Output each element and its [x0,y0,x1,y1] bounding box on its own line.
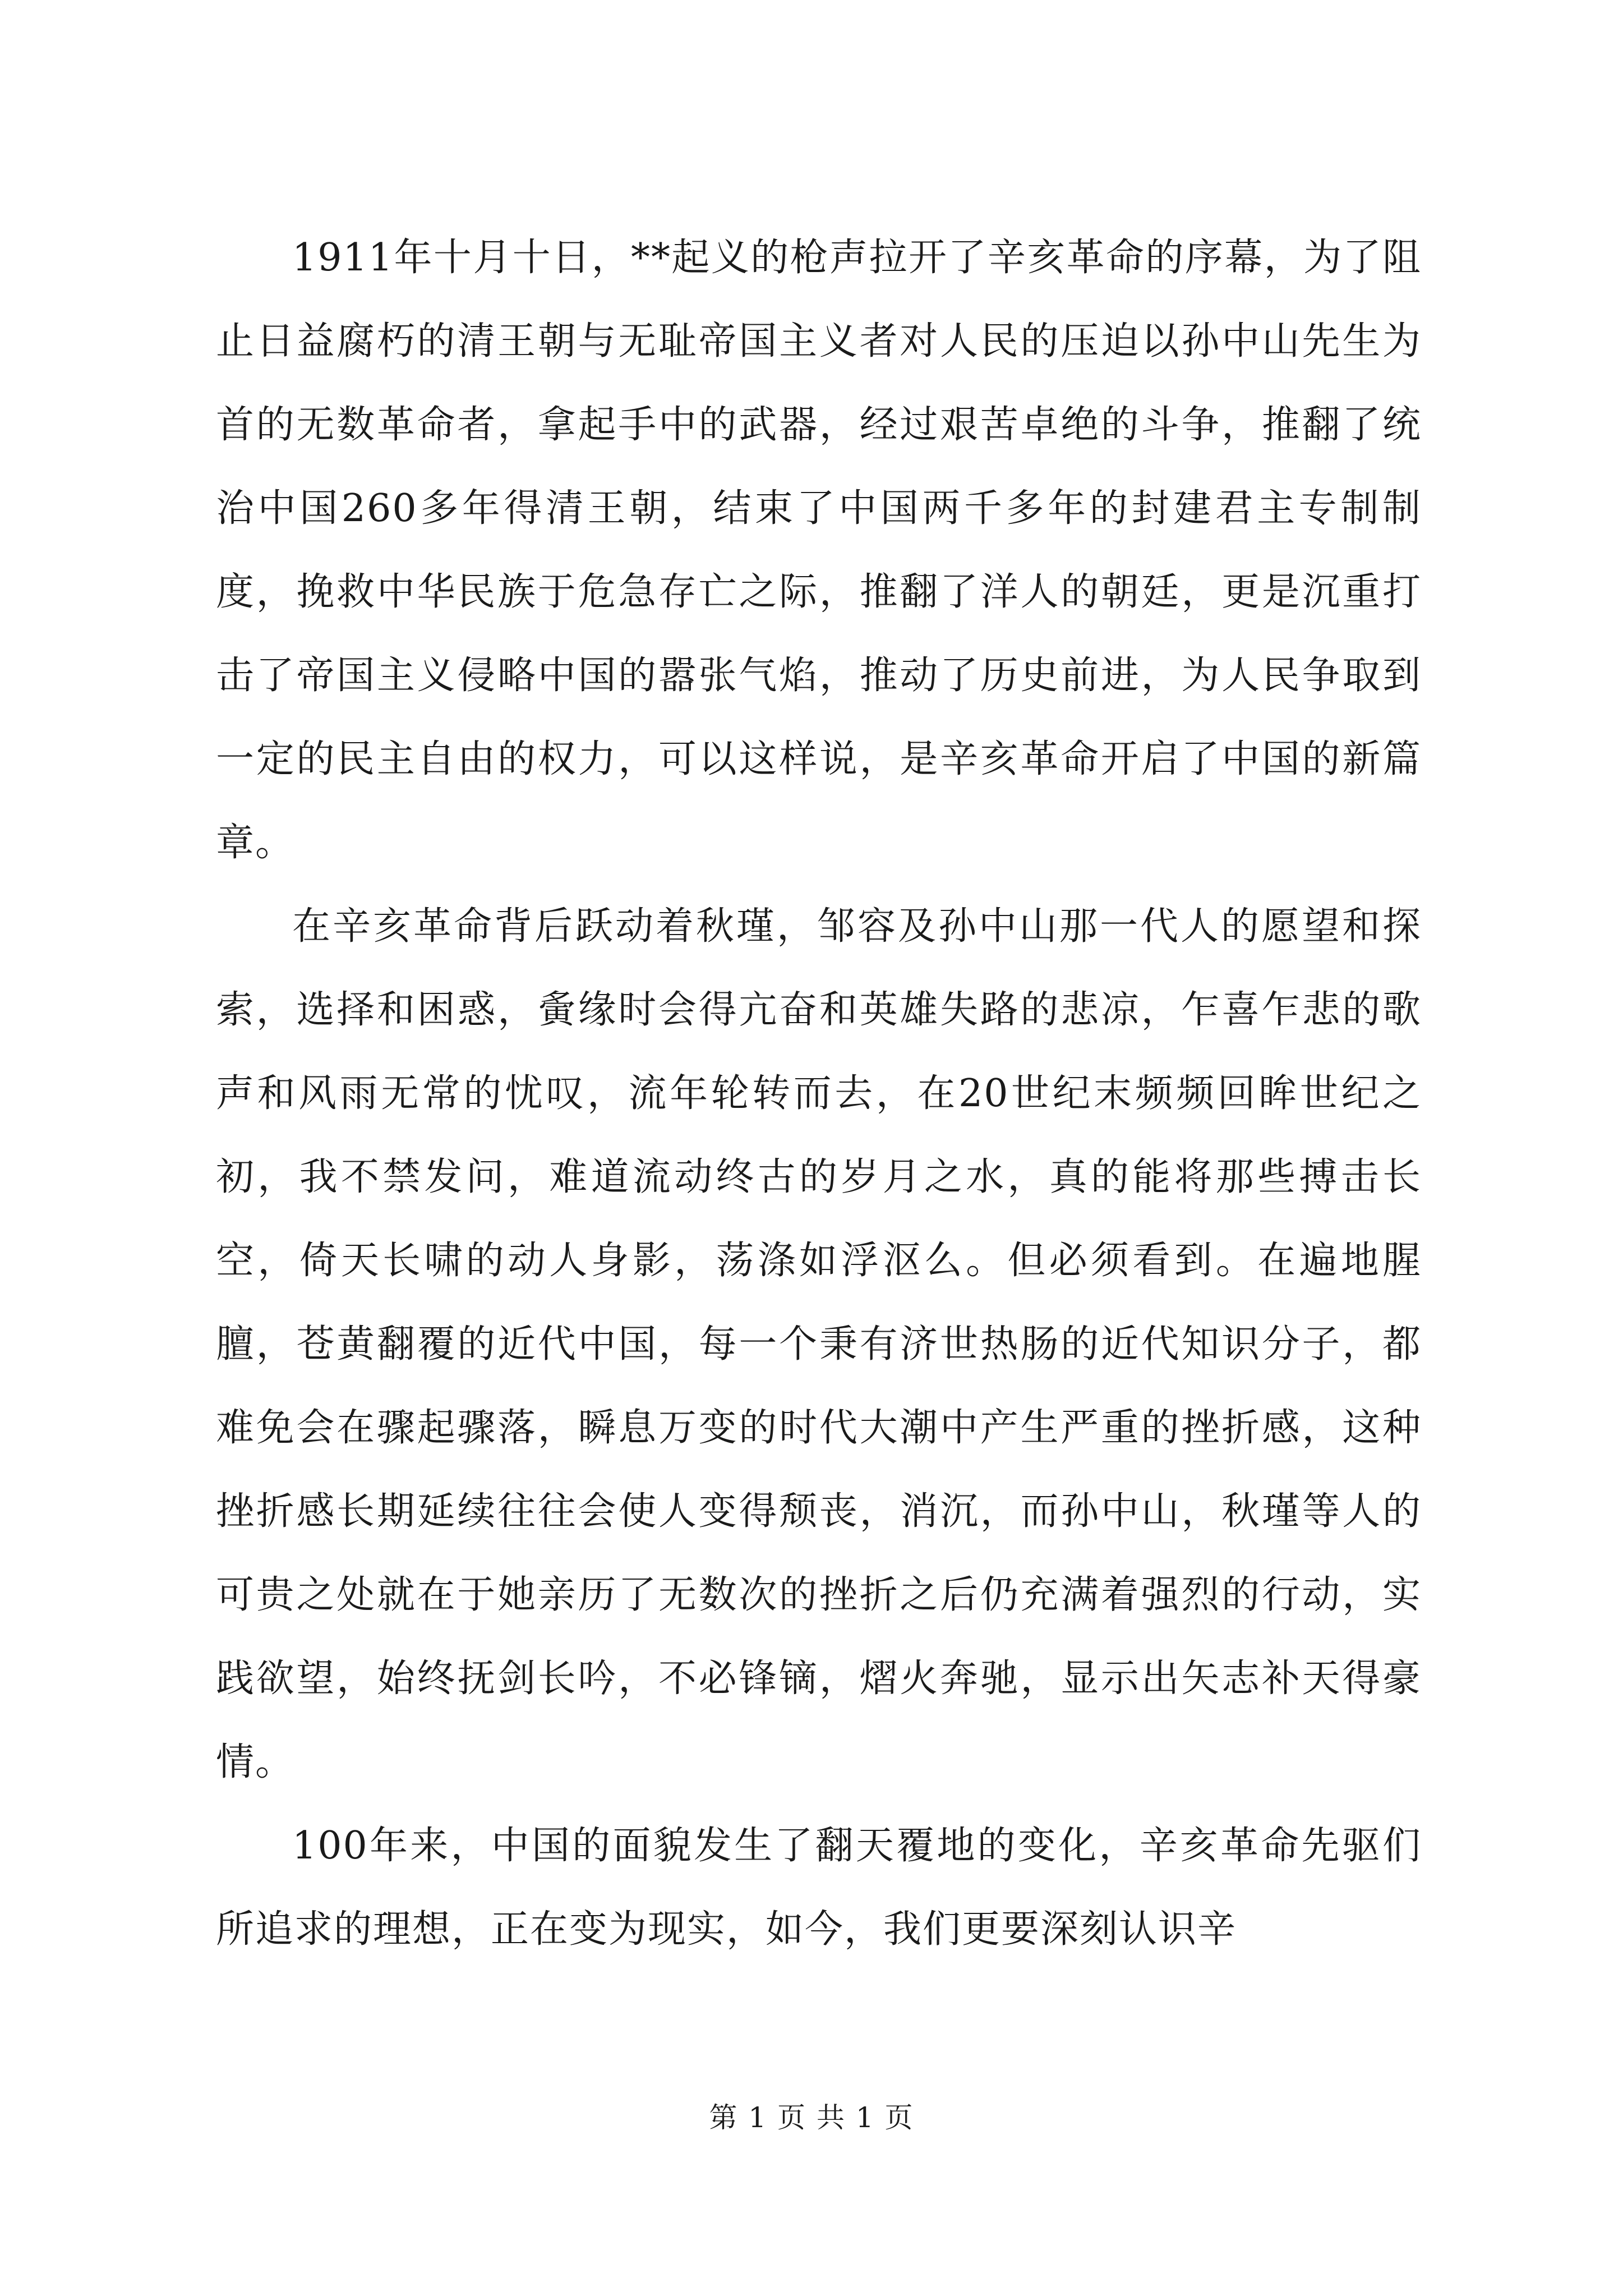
paragraph-1: 1911年十月十日，**起义的枪声拉开了辛亥革命的序幕，为了阻止日益腐朽的清王朝与无耻帝国主义者对人民的压迫以孙中山先生为首的无数革命者，拿起手中的武器，经过艰苦卓绝的斗争，推翻了统治中国260多年得清王朝，结束了中国两千多年的封建君主专制制度，挽救中华民族于危急存亡之际，推翻了洋人的朝廷，更是沉重打击了帝国主义侵略中国的嚣张气焰，推动了历史前进，为人民争取到一定的民主自由的权力，可以这样说，是辛亥革命开启了中国的新篇章。 [216,236,1422,865]
paragraph-2: 在辛亥革命背后跃动着秋瑾，邹容及孙中山那一代人的愿望和探索，选择和困惑，夤缘时会得亢奋和英雄失路的悲凉，乍喜乍悲的歌声和风雨无常的忧叹，流年轮转而去，在20世纪末频频回眸世纪之初，我不禁发问，难道流动终古的岁月之水，真的能将那些搏击长空，倚天长啸的动人身影，荡涤如浮沤么。但必须看到。在遍地腥膻，苍黄翻覆的近代中国，每一个秉有济世热肠的近代知识分子，都难免会在骤起骤落，瞬息万变的时代大潮中产生严重的挫折感，这种挫折感长期延续往往会使人变得颓丧，消沉，而孙中山，秋瑾等人的可贵之处就在于她亲历了无数次的挫折之后仍充满着强烈的行动，实践欲望，始终抚剑长吟，不必锋镝，熠火奔驰，显示出矢志补天得豪情。 [216,904,1422,1784]
document-body [216,216,1422,1971]
page-footer: 第 1 页 共 1 页 [709,2101,914,2134]
paragraph-3: 100年来，中国的面貌发生了翻天覆地的变化，辛亥革命先驱们所追求的理想，正在变为现实，如今，我们更要深刻认识辛 [216,1824,1422,1952]
